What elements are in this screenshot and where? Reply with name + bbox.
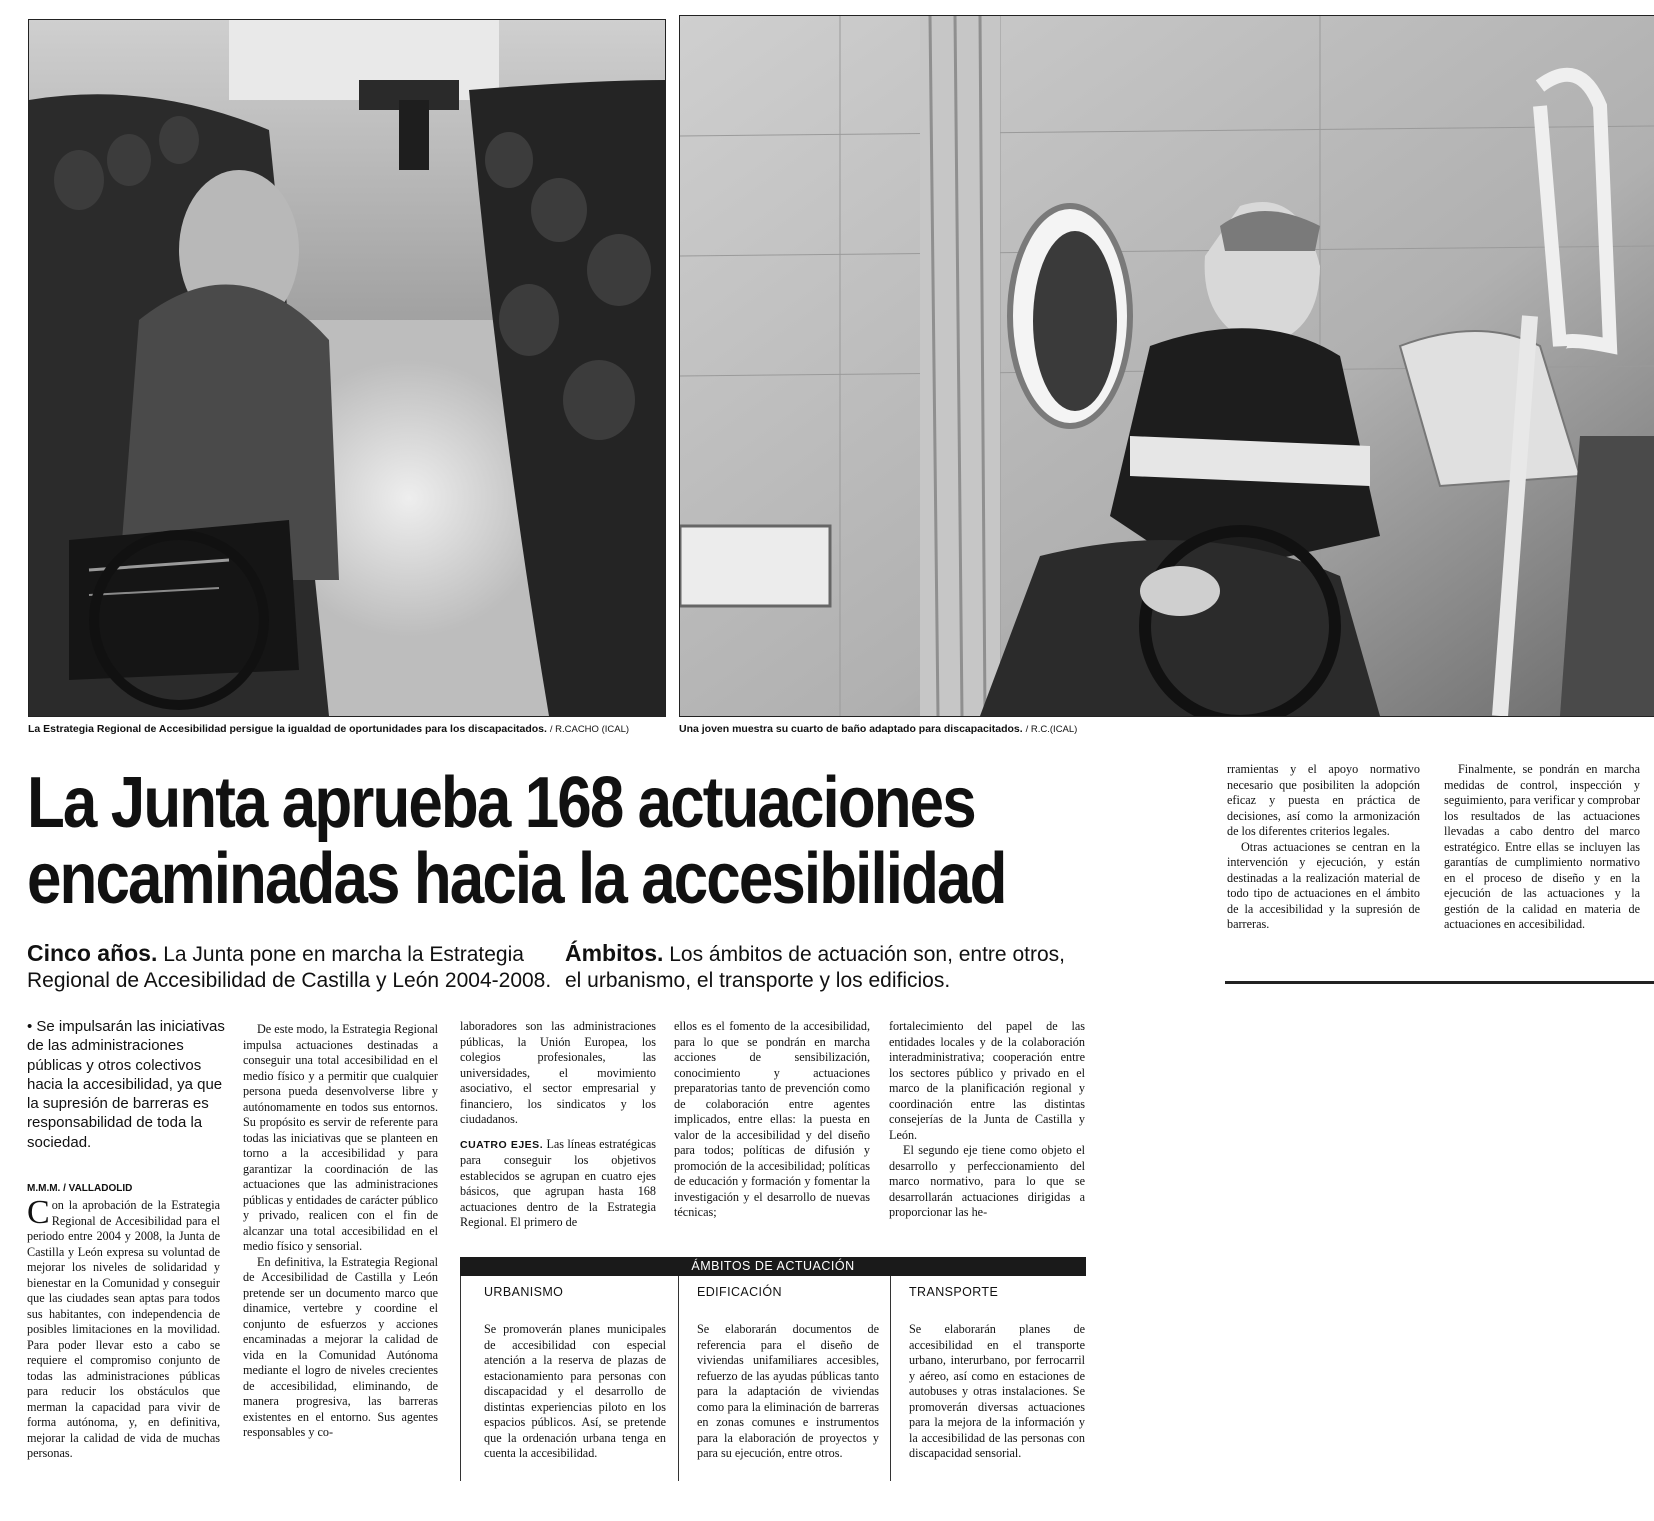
box-divider-1	[678, 1276, 679, 1481]
article-column-6-p2: Otras actuaciones se centran en la intervención y ejecución, y están destinadas a la realización material de todo tipo de actuaciones en el ámbito de la accesibilidad y la supresión de barreras.	[1227, 839, 1420, 931]
right-photo-caption	[679, 723, 1077, 735]
summary-cinco-anos	[27, 940, 567, 994]
photo-adapted-bathroom	[679, 15, 1654, 717]
summary-ambitos-lead: Ámbitos.	[565, 940, 664, 966]
box-text-transporte	[909, 1322, 1085, 1462]
headline-line-2: encaminadas hacia la accesibilidad	[27, 839, 1006, 919]
right-photo-caption-text: Una joven muestra su cuarto de baño adaptado para discapacitados.	[679, 723, 1023, 735]
left-photo-caption-text: La Estrategia Regional de Accesibilidad persigue la igualdad de oportunidades para los discapacitados.	[28, 723, 547, 735]
bullet-intro: • Se impulsarán las iniciativas de las administraciones públicas y otros colectivos hacia la accesibilidad, ya que la supresión de barreras es responsabilidad de toda la sociedad.	[27, 1018, 225, 1151]
article-column-6-p1: rramientas y el apoyo normativo necesario que posibiliten la adopción eficaz y puesta en práctica de decisiones, así como la armonización de los diferentes criterios legales.	[1227, 762, 1420, 838]
photo-conference	[28, 19, 666, 717]
article-column-7-text: Finalmente, se pondrán en marcha medidas de control, inspección y seguimiento, para verificar y comprobar los resultados de las actuaciones llevadas a cabo dentro del marco estratégico. Entre ellas se incluyen las garantías de cumplimiento normativo en el proceso de diseño y en la ejecución de las actuaciones y la gestión de la calidad en materia de actuaciones en accesibilidad.	[1444, 762, 1640, 931]
article-column-4-text: ellos es el fomento de la accesibilidad, para lo que se pondrán en marcha acciones de sensibilización, conocimiento y actuaciones preparatorias tanto de prevención como de colaboración entre agentes implicados, entre ellas: la puesta en valor de la accesibilidad y del diseño para todos; políticas de difusión y promoción de la accesibilidad; políticas de educación y formación y fomentar la investigación y el desarrollo de nuevas técnicas;	[674, 1019, 870, 1219]
box-header: ÁMBITOS DE ACTUACIÓN	[460, 1257, 1086, 1276]
box-divider-left	[460, 1276, 461, 1481]
left-photo-caption	[28, 723, 629, 735]
headline	[27, 763, 1006, 919]
article-column-3-p1: laboradores son las administraciones públicas, la Unión Europea, los colegios profesionales, las universidades, el movimiento asociativo, el sector empresarial y financiero, los sindicatos y los ciudadanos.	[460, 1019, 656, 1126]
box-text-transporte-body: Se elaborarán planes de accesibilidad en el transporte urbano, interurbano, por ferrocarril y aéreo, así como en estaciones de autobuses y otras instalaciones. Se promoverán diversas actuaciones para la mejora de la información y la accesibilidad de las personas con discapacidad sensorial.	[909, 1322, 1085, 1460]
box-title-edificacion: EDIFICACIÓN	[697, 1285, 782, 1299]
summary-cinco-anos-lead: Cinco años.	[27, 940, 158, 966]
box-title-transporte: TRANSPORTE	[909, 1285, 999, 1299]
summary-ambitos	[565, 940, 1085, 994]
article-column-2-p2: En definitiva, la Estrategia Regional de Accesibilidad de Castilla y León pretende ser un documento marco que dinamice, vertebre y coordine el conjunto de esfuerzos y acciones encaminadas a mejorar la calidad de vida en la Comunidad Autónoma mediante el logro de niveles crecientes de accesibilidad, eliminando, de manera progresiva, las barreras existentes en el entorno. Sus agentes responsables y co-	[243, 1254, 438, 1439]
article-column-1-text: on la aprobación de la Estrategia Regional de Accesibilidad para el periodo entre 2004 y 2008, la Junta de Castilla y León expresa su voluntad de mejorar los niveles de solidaridad y bienestar en la Comunidad y conseguir que las ciudades sean aptas para todos sus habitantes, con independencia de posibles limitaciones en la movilidad. Para poder llevar esto a cabo se requiere el compromiso conjunto de todas las administraciones públicas para reducir los obstáculos que merman la capacidad para vivir de forma autónoma, y, en definitiva, mejorar la calidad de vida de muchas personas.	[27, 1198, 220, 1460]
article-column-5	[889, 1019, 1085, 1221]
box-text-urbanismo	[484, 1322, 666, 1462]
article-column-6	[1227, 762, 1420, 933]
article-column-1	[27, 1194, 220, 1462]
article-column-2	[243, 1022, 438, 1441]
article-column-3-p2: Las líneas estratégicas para conseguir los objetivos establecidos se agrupan en cuatro ejes básicos, que agrupan hasta 168 actuaciones dentro de la Estrategia Regional. El primero de	[460, 1136, 656, 1229]
byline: M.M.M. / VALLADOLID	[27, 1183, 133, 1194]
box-divider-2	[890, 1276, 891, 1481]
right-photo-credit: / R.C.(ICAL)	[1025, 724, 1078, 735]
article-column-2-p1: De este modo, la Estrategia Regional impulsa actuaciones destinadas a conseguir una total accesibilidad en el medio físico y a permitir que cualquier persona pueda desenvolverse libre y autónomamente en todos sus entornos. Su propósito es servir de referente para todas las iniciativas que se planteen en torno a la accesibilidad y para garantizar la coordinación de las actuaciones que las administraciones públicas y entidades de carácter público y privado, realicen con el fin de alcanzar una total accesibilidad en el medio físico y sensorial.	[243, 1022, 438, 1253]
article-column-5-p1: fortalecimiento del papel de las entidades locales y de la colaboración interadministrativa; cooperación entre los sectores público y privado en el marco de la planificación regional y coordinación entre las distintas consejerías de la Junta de Castilla y León.	[889, 1019, 1085, 1142]
box-text-edificacion-body: Se elaborarán documentos de referencia para el diseño de viviendas unifamiliares accesibles, refuerzo de las ayudas públicas tanto para la adaptación de viviendas como para la eliminación de barreras en zonas comunes e instrumentos para la elaboración de proyectos y para su ejecución, entre otros.	[697, 1322, 879, 1460]
article-column-3	[460, 1019, 656, 1231]
headline-line-1: La Junta aprueba 168 actuaciones	[27, 763, 975, 843]
article-column-7	[1444, 762, 1640, 933]
right-column-rule	[1225, 981, 1654, 984]
box-title-urbanismo: URBANISMO	[484, 1285, 564, 1299]
photo-adapted-bathroom-image	[680, 16, 1654, 716]
box-text-urbanismo-body: Se promoverán planes municipales de accesibilidad con especial atención a la reserva de plazas de estacionamiento para personas con discapacidad y el desarrollo de distintas experiencias piloto en los espacios públicos. Así, se pretende que la ordenación urbana tenga en cuenta la accesibilidad.	[484, 1322, 666, 1460]
summary-cinco-anos-text: La Junta pone en marcha la Estrategia Regional de Accesibilidad de Castilla y León 2004-2008.	[27, 943, 552, 992]
left-photo-credit: / R.CACHO (ICAL)	[549, 724, 630, 735]
article-column-5-p2: El segundo eje tiene como objeto el desarrollo y perfeccionamiento del marco normativo, para lo que se desarrollarán actuaciones dirigidas a proporcionar las he-	[889, 1143, 1085, 1219]
summary-ambitos-text: Los ámbitos de actuación son, entre otros, el urbanismo, el transporte y los edificios.	[565, 943, 1065, 992]
box-text-edificacion	[697, 1322, 879, 1462]
photo-conference-image	[29, 20, 665, 716]
article-column-4	[674, 1019, 870, 1221]
subhead-cuatro-ejes: CUATRO EJES.	[460, 1138, 544, 1151]
drop-cap: C	[27, 1194, 50, 1231]
